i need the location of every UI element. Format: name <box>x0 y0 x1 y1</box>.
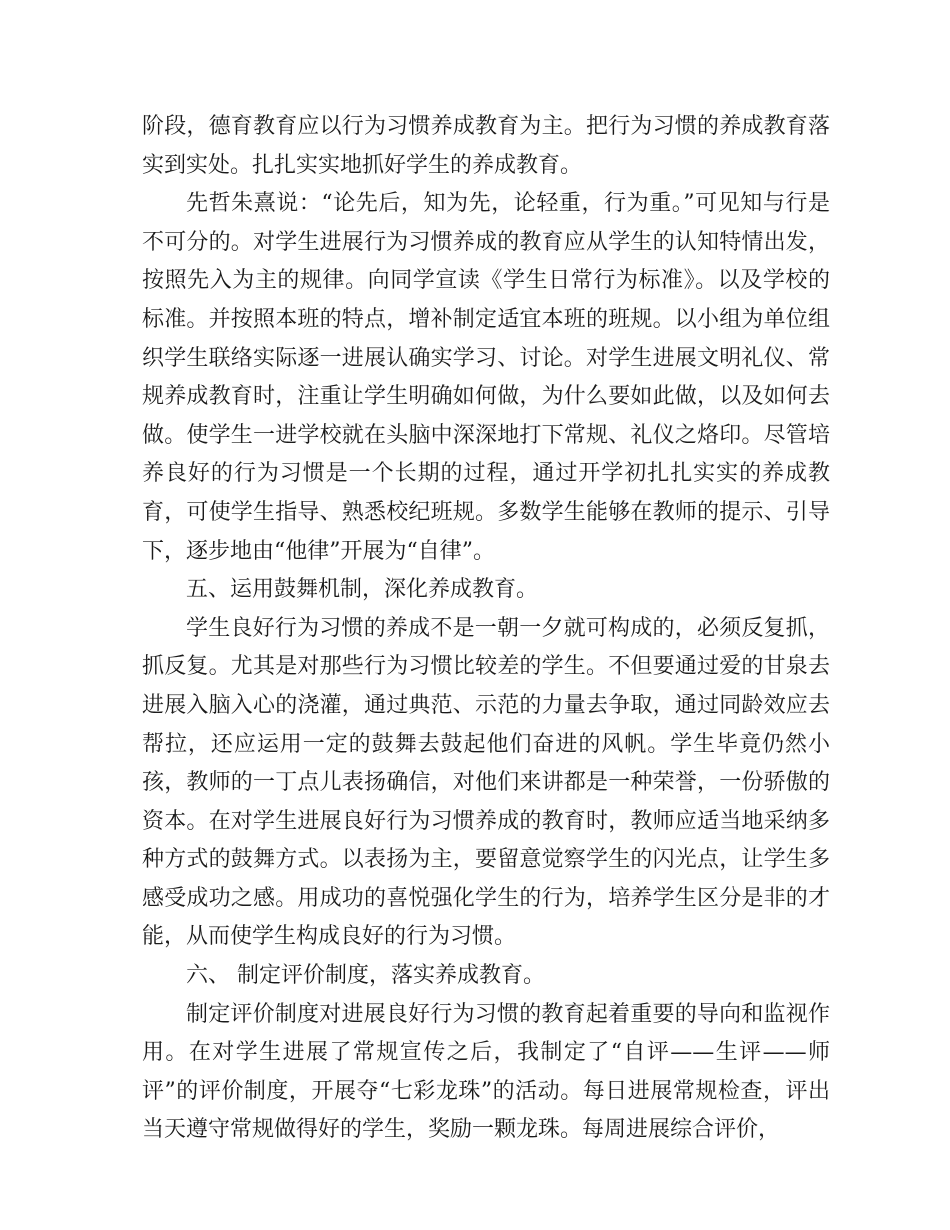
section-heading: 五、运用鼓舞机制，深化养成教育。 <box>186 577 539 603</box>
paragraph: 阶段，德育教育应以行为习惯养成教育为主。把行为习惯的养成教育落实到实处。扎扎实实地抓好学生的养成教育。 <box>142 114 830 178</box>
paragraph: 学生良好行为习惯的养成不是一朝一夕就可构成的，必须反复抓，抓反复。尤其是对那些行为习惯比较差的学生。不但要通过爱的甘泉去进展入脑入心的浇灌，通过典范、示范的力量去争取，通过同龄效应去帮拉，还应运用一定的鼓舞去鼓起他们奋进的风帆。学生毕竟仍然小孩，教师的一丁点儿表扬确信，对他们来讲都是一种荣誉，一份骄傲的资本。在对学生进展良好行为习惯养成的教育时，教师应适当地采纳多种方式的鼓舞方式。以表扬为主，要留意觉察学生的闪光点，让学生多感受成功之感。用成功的喜悦强化学生的行为，培养学生区分是非的才能，从而使学生构成良好的行为习惯。 <box>142 615 830 950</box>
paragraph: 制定评价制度对进展良好行为习惯的教育起着重要的导向和监视作用。在对学生进展了常规宣传之后，我制定了“自评——生评——师评”的评价制度，开展夺“七彩龙珠”的活动。每日进展常规检查，评出当天遵守常规做得好的学生，奖励一颗龙珠。每周进展综合评价， <box>142 1001 830 1143</box>
paragraph: 先哲朱熹说：“论先后，知为先，论轻重，行为重。”可见知与行是不可分的。对学生进展行为习惯养成的教育应从学生的认知特情出发，按照先入为主的规律。向同学宣读《学生日常行为标准》。以及学校的标准。并按照本班的特点，增补制定适宜本班的班规。以小组为单位组织学生联络实际逐一进展认确实学习、讨论。对学生进展文明礼仪、常规养成教育时，注重让学生明确如何做，为什么要如此做，以及如何去做。使学生一进学校就在头脑中深深地打下常规、礼仪之烙印。尽管培养良好的行为习惯是一个长期的过程，通过开学初扎扎实实的养成教育，可使学生指导、熟悉校纪班规。多数学生能够在教师的提示、引导下，逐步地由“他律”开展为“自律”。 <box>142 191 830 564</box>
document-body <box>142 108 830 1150</box>
section-heading: 六、 制定评价制度，落实养成教育。 <box>186 963 545 989</box>
